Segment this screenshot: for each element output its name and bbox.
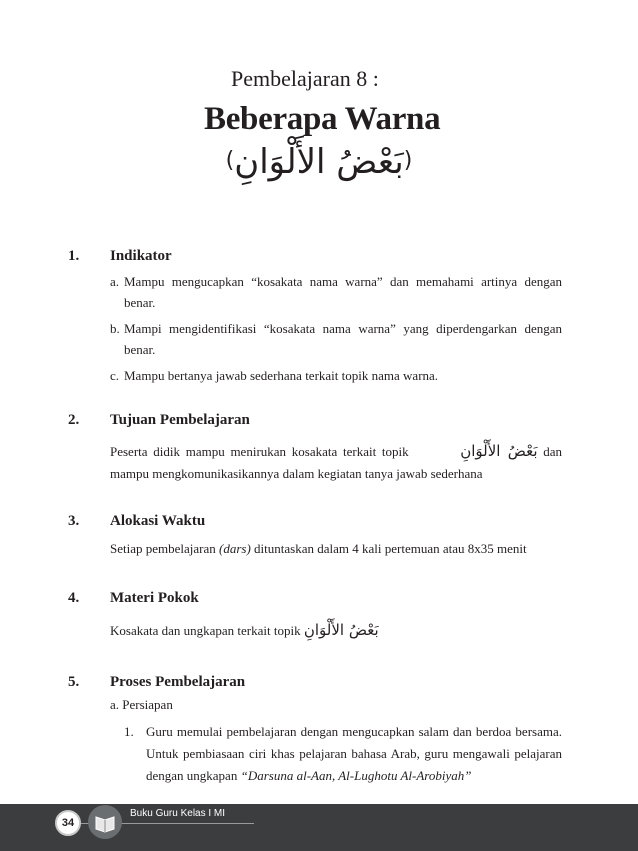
indikator-item [110, 365, 562, 386]
alokasi-paragraph [110, 538, 570, 560]
book-icon-graphic [88, 805, 122, 839]
book-icon [88, 805, 122, 839]
section-number: 4. [68, 590, 80, 606]
section-number: 5. [68, 674, 80, 690]
proses-item-italic: “Darsuna al-Aan, Al-Lughotu Al-Arobiyah” [240, 768, 472, 783]
tujuan-arabic: بَعْضُ الأَلْوَانِ [460, 442, 538, 460]
item-label: a. [110, 274, 120, 289]
section-title-indikator: Indikator [110, 248, 172, 264]
arabic-title [0, 142, 638, 182]
proses-item-text: Guru memulai pembelajaran dengan mengucapkan salam dan berdoa bersama. Untuk pembiasaan ciri khas pelajaran bahasa Arab, guru mengawali pelajaran dengan ungkapan [146, 724, 562, 783]
lesson-label: Pembelajaran 8 : [231, 66, 379, 91]
paren-close: ) [403, 148, 413, 173]
proses-subsection [110, 694, 173, 716]
alokasi-text-after: dituntaskan dalam 4 kali pertemuan atau 8x35 menit [254, 541, 527, 556]
materi-text: Kosakata dan ungkapan terkait topik [110, 623, 301, 638]
proses-item [124, 721, 562, 787]
section-title-tujuan: Tujuan Pembelajaran [110, 412, 250, 428]
item-label: c. [110, 368, 120, 383]
item-label: b. [110, 321, 120, 336]
tujuan-text-after: dan mampu mengkomunikasikannya dalam kegiatan tanya jawab sederhana [110, 444, 563, 481]
footer-book-title: Buku Guru Kelas I MI [130, 808, 226, 819]
proses-item-label: 1. [124, 724, 134, 739]
indikator-item [110, 271, 562, 313]
proses-sub-label: a. [110, 697, 120, 712]
proses-item-body [124, 721, 562, 787]
item-text: Mampu bertanya jawab sederhana terkait topik nama warna. [124, 368, 439, 383]
arabic-title-text: بَعْضُ الأَلْوَانِ [234, 142, 404, 182]
section-title-materi: Materi Pokok [110, 590, 199, 606]
item-text: Mampu mengucapkan “kosakata nama warna” dan memahami artinya dengan benar. [124, 274, 562, 310]
page-title: Beberapa Warna [204, 101, 441, 137]
section-title-alokasi: Alokasi Waktu [110, 513, 206, 529]
alokasi-text-before: Setiap pembelajaran [110, 541, 216, 556]
indikator-item [110, 318, 562, 360]
item-text: Mampi mengidentifikasi “kosakata nama warna” yang diperdengarkan dengan benar. [124, 321, 562, 357]
tujuan-text-before: Peserta didik mampu menirukan kosakata terkait topik [110, 444, 409, 459]
paren-open: ( [225, 148, 235, 173]
proses-sub-title: Persiapan [122, 697, 173, 712]
materi-arabic: بَعْضُ الأَلْوَانِ [303, 621, 379, 639]
section-number: 2. [68, 412, 80, 428]
alokasi-italic: (dars) [219, 541, 251, 556]
section-number: 1. [68, 248, 80, 264]
materi-paragraph [110, 619, 562, 642]
page-number: 34 [55, 810, 81, 836]
tujuan-paragraph [110, 440, 562, 485]
section-title-proses: Proses Pembelajaran [110, 674, 246, 690]
section-number: 3. [68, 513, 80, 529]
